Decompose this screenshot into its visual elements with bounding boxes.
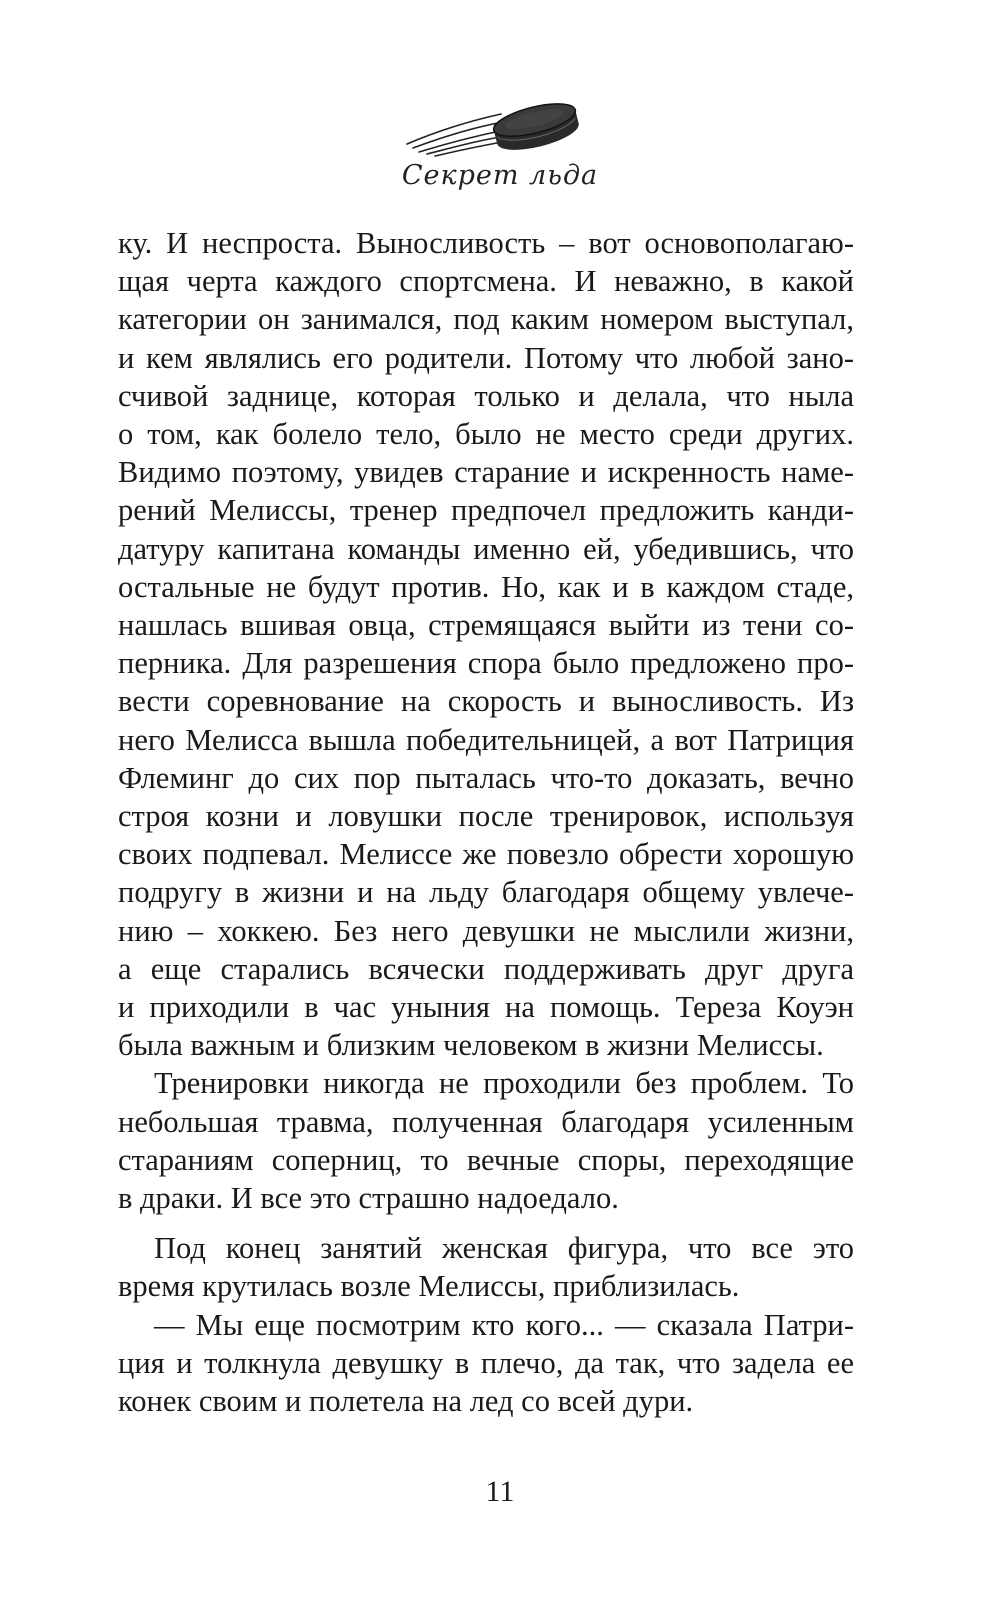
text-line: него Мелисса вышла победительницей, а вот Патриция: [118, 722, 854, 757]
text-line: вести соревнование на скорость и выносливость. Из: [118, 684, 854, 719]
text-line: Флеминг до сих пор пыталась что-то доказать, вечно: [118, 760, 854, 795]
text-line: и приходили в час уныния на помощь. Тереза Коуэн: [118, 990, 854, 1025]
dialogue-paragraph: [118, 1306, 854, 1421]
text-line: и кем являлись его родители. Потому что любой зано-: [118, 340, 854, 375]
paragraph: [118, 1064, 854, 1217]
paragraph: [118, 1229, 854, 1305]
running-title: Секрет льда: [401, 160, 599, 191]
text-line: Под конец занятий женская фигура, что все это: [154, 1231, 854, 1266]
text-line: строя козни и ловушки после тренировок, используя: [118, 799, 854, 834]
text-line: рений Мелиссы, тренер предпочел предложить канди-: [118, 493, 854, 528]
hockey-puck-icon: [405, 92, 585, 162]
text-line: небольшая травма, полученная благодаря усиленным: [118, 1104, 854, 1139]
paragraph: [118, 224, 854, 1064]
text-line: нашлась вшивая овца, стремящаяся выйти из тени со-: [118, 608, 854, 643]
text-line: подругу в жизни и на льду благодаря общему увлече-: [118, 875, 854, 910]
page-number: 11: [485, 1475, 515, 1508]
text-line: щая черта каждого спортсмена. И неважно, в какой: [118, 264, 854, 299]
text-line: ция и толкнула девушку в плечо, да так, что задела ее: [118, 1345, 854, 1380]
text-line: перника. Для разрешения спора было предложено про-: [118, 646, 854, 681]
text-line: счивой заднице, которая только и делала, что ныла: [118, 378, 854, 413]
text-line: ку. И неспроста. Выносливость – вот основополагаю-: [118, 226, 854, 260]
text-line: нию – хоккею. Без него девушки не мыслили жизни,: [118, 913, 854, 948]
page-header: [0, 0, 1000, 220]
text-line: датуру капитана команды именно ей, убедившись, что: [118, 531, 854, 566]
text-line: — Мы еще посмотрим кто кого... — сказала Патри-: [154, 1307, 854, 1342]
text-line: а еще старались всячески поддерживать друг друга: [118, 951, 854, 986]
text-line: о том, как болело тело, было не место среди других.: [118, 417, 854, 452]
text-line: Видимо поэтому, увидев старание и искренность наме-: [118, 455, 854, 490]
text-line: категории он занимался, под каким номером выступал,: [118, 302, 854, 337]
text-line: была важным и близким человеком в жизни Мелиссы.: [118, 1028, 824, 1063]
text-line: время крутилась возле Мелиссы, приблизилась.: [118, 1269, 740, 1304]
text-line: своих подпевал. Мелиссе же повезло обрести хорошую: [118, 837, 854, 872]
body-text: [118, 224, 854, 1420]
text-line: Тренировки никогда не проходили без проблем. То: [154, 1066, 854, 1101]
text-line: остальные не будут против. Но, как и в каждом стаде,: [118, 569, 854, 604]
text-line: конек своим и полетела на лед со всей дури.: [118, 1384, 694, 1419]
text-line: стараниям соперниц, то вечные споры, переходящие: [118, 1142, 854, 1177]
text-line: в драки. И все это страшно надоедало.: [118, 1181, 619, 1216]
